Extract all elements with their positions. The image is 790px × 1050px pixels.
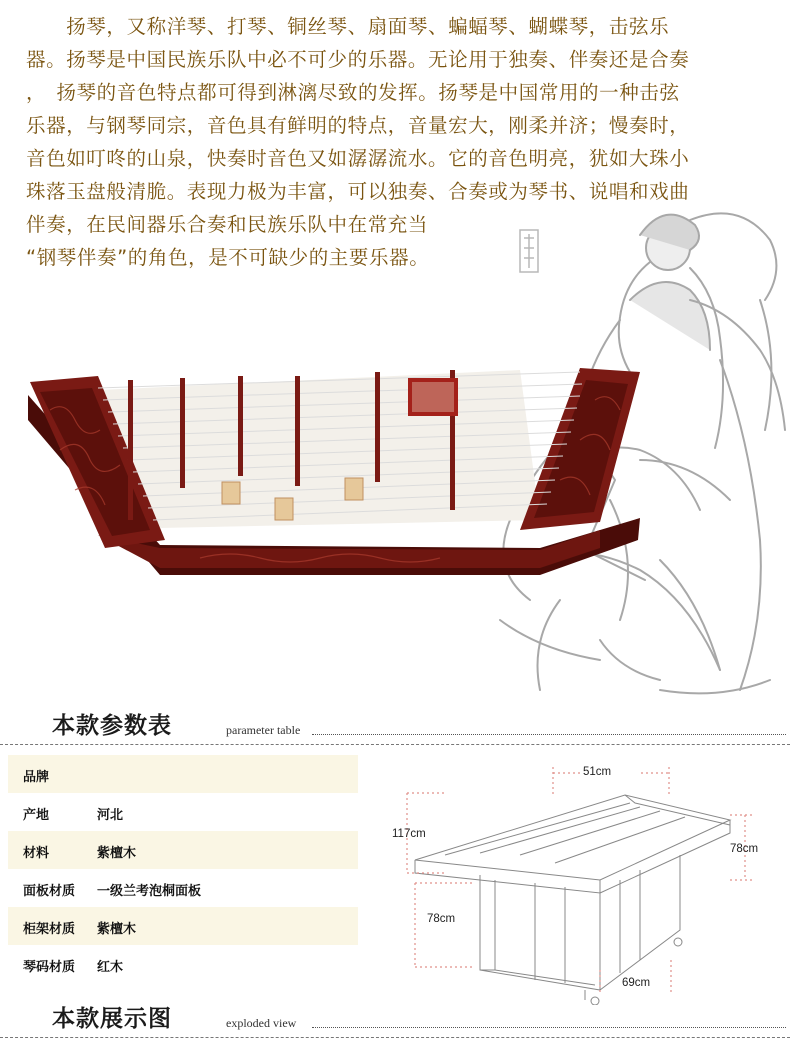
intro-line: 器。扬琴是中国民族乐队中必不可少的乐器。无论用于独奏、伴奏还是合奏 (26, 48, 690, 71)
parameter-value: 紫檀木 (97, 922, 137, 937)
intro-paragraph (26, 10, 781, 274)
parameter-table-title: 本款参数表 (52, 712, 172, 739)
parameter-row-bridge-material (8, 945, 358, 983)
parameter-name: 琴码材质 (23, 960, 76, 975)
dimension-top-width: 51cm (583, 766, 612, 778)
exploded-view-title: 本款展示图 (52, 1005, 172, 1032)
stand-sketch (385, 755, 785, 1005)
intro-line: “钢琴伴奏”的角色，是不可缺少的主要乐器。 (26, 246, 430, 269)
parameter-value: 河北 (97, 808, 124, 823)
parameter-name: 材料 (23, 846, 50, 861)
parameter-row-brand (8, 755, 358, 793)
parameter-name: 品牌 (23, 770, 50, 785)
parameter-name: 面板材质 (23, 884, 76, 899)
parameter-row-panel-material (8, 869, 358, 907)
intro-line: ， 扬琴的音色特点都可得到淋漓尽致的发挥。扬琴是中国常用的一种击弦 (26, 81, 680, 104)
parameter-table-subtitle: parameter table (226, 723, 301, 737)
divider (0, 1037, 790, 1038)
parameter-value: 一级兰考泡桐面板 (97, 884, 202, 899)
intro-line: 音色如叮咚的山泉，快奏时音色又如潺潺流水。它的音色明亮，犹如大珠小 (26, 147, 690, 170)
intro-line: 乐器，与钢琴同宗，音色具有鲜明的特点，音量宏大，刚柔并济；慢奏时， (26, 114, 690, 137)
dimension-diagram (385, 755, 785, 1005)
parameter-row-material (8, 831, 358, 869)
parameter-row-frame-material (8, 907, 358, 945)
intro-line: 珠落玉盘般清脆。表现力极为丰富，可以独奏、合奏或为琴书、说唱和戏曲 (26, 180, 690, 203)
parameter-table-header (0, 707, 790, 747)
divider (312, 1027, 786, 1028)
parameter-name: 产地 (23, 808, 50, 823)
dimension-height-right: 78cm (730, 843, 759, 855)
exploded-view-header (0, 1000, 790, 1040)
divider (0, 744, 790, 745)
dimension-height-left: 117cm (392, 828, 426, 840)
dimension-leg-height: 78cm (427, 913, 456, 925)
exploded-view-subtitle: exploded view (226, 1016, 297, 1030)
yangqin-instrument (28, 368, 640, 575)
parameter-table (8, 755, 358, 983)
divider (312, 734, 786, 735)
dimension-depth: 69cm (622, 977, 651, 989)
intro-line: 扬琴，又称洋琴、打琴、铜丝琴、扇面琴、蝙蝠琴、蝴蝶琴，击弦乐 (26, 15, 670, 38)
lady-sketch-art (500, 213, 785, 693)
parameter-value: 紫檀木 (97, 846, 137, 861)
parameter-name: 柜架材质 (23, 922, 76, 937)
parameter-value: 红木 (97, 960, 124, 975)
intro-line: 伴奏，在民间器乐合奏和民族乐队中在常充当 (26, 213, 429, 236)
parameter-row-origin (8, 793, 358, 831)
